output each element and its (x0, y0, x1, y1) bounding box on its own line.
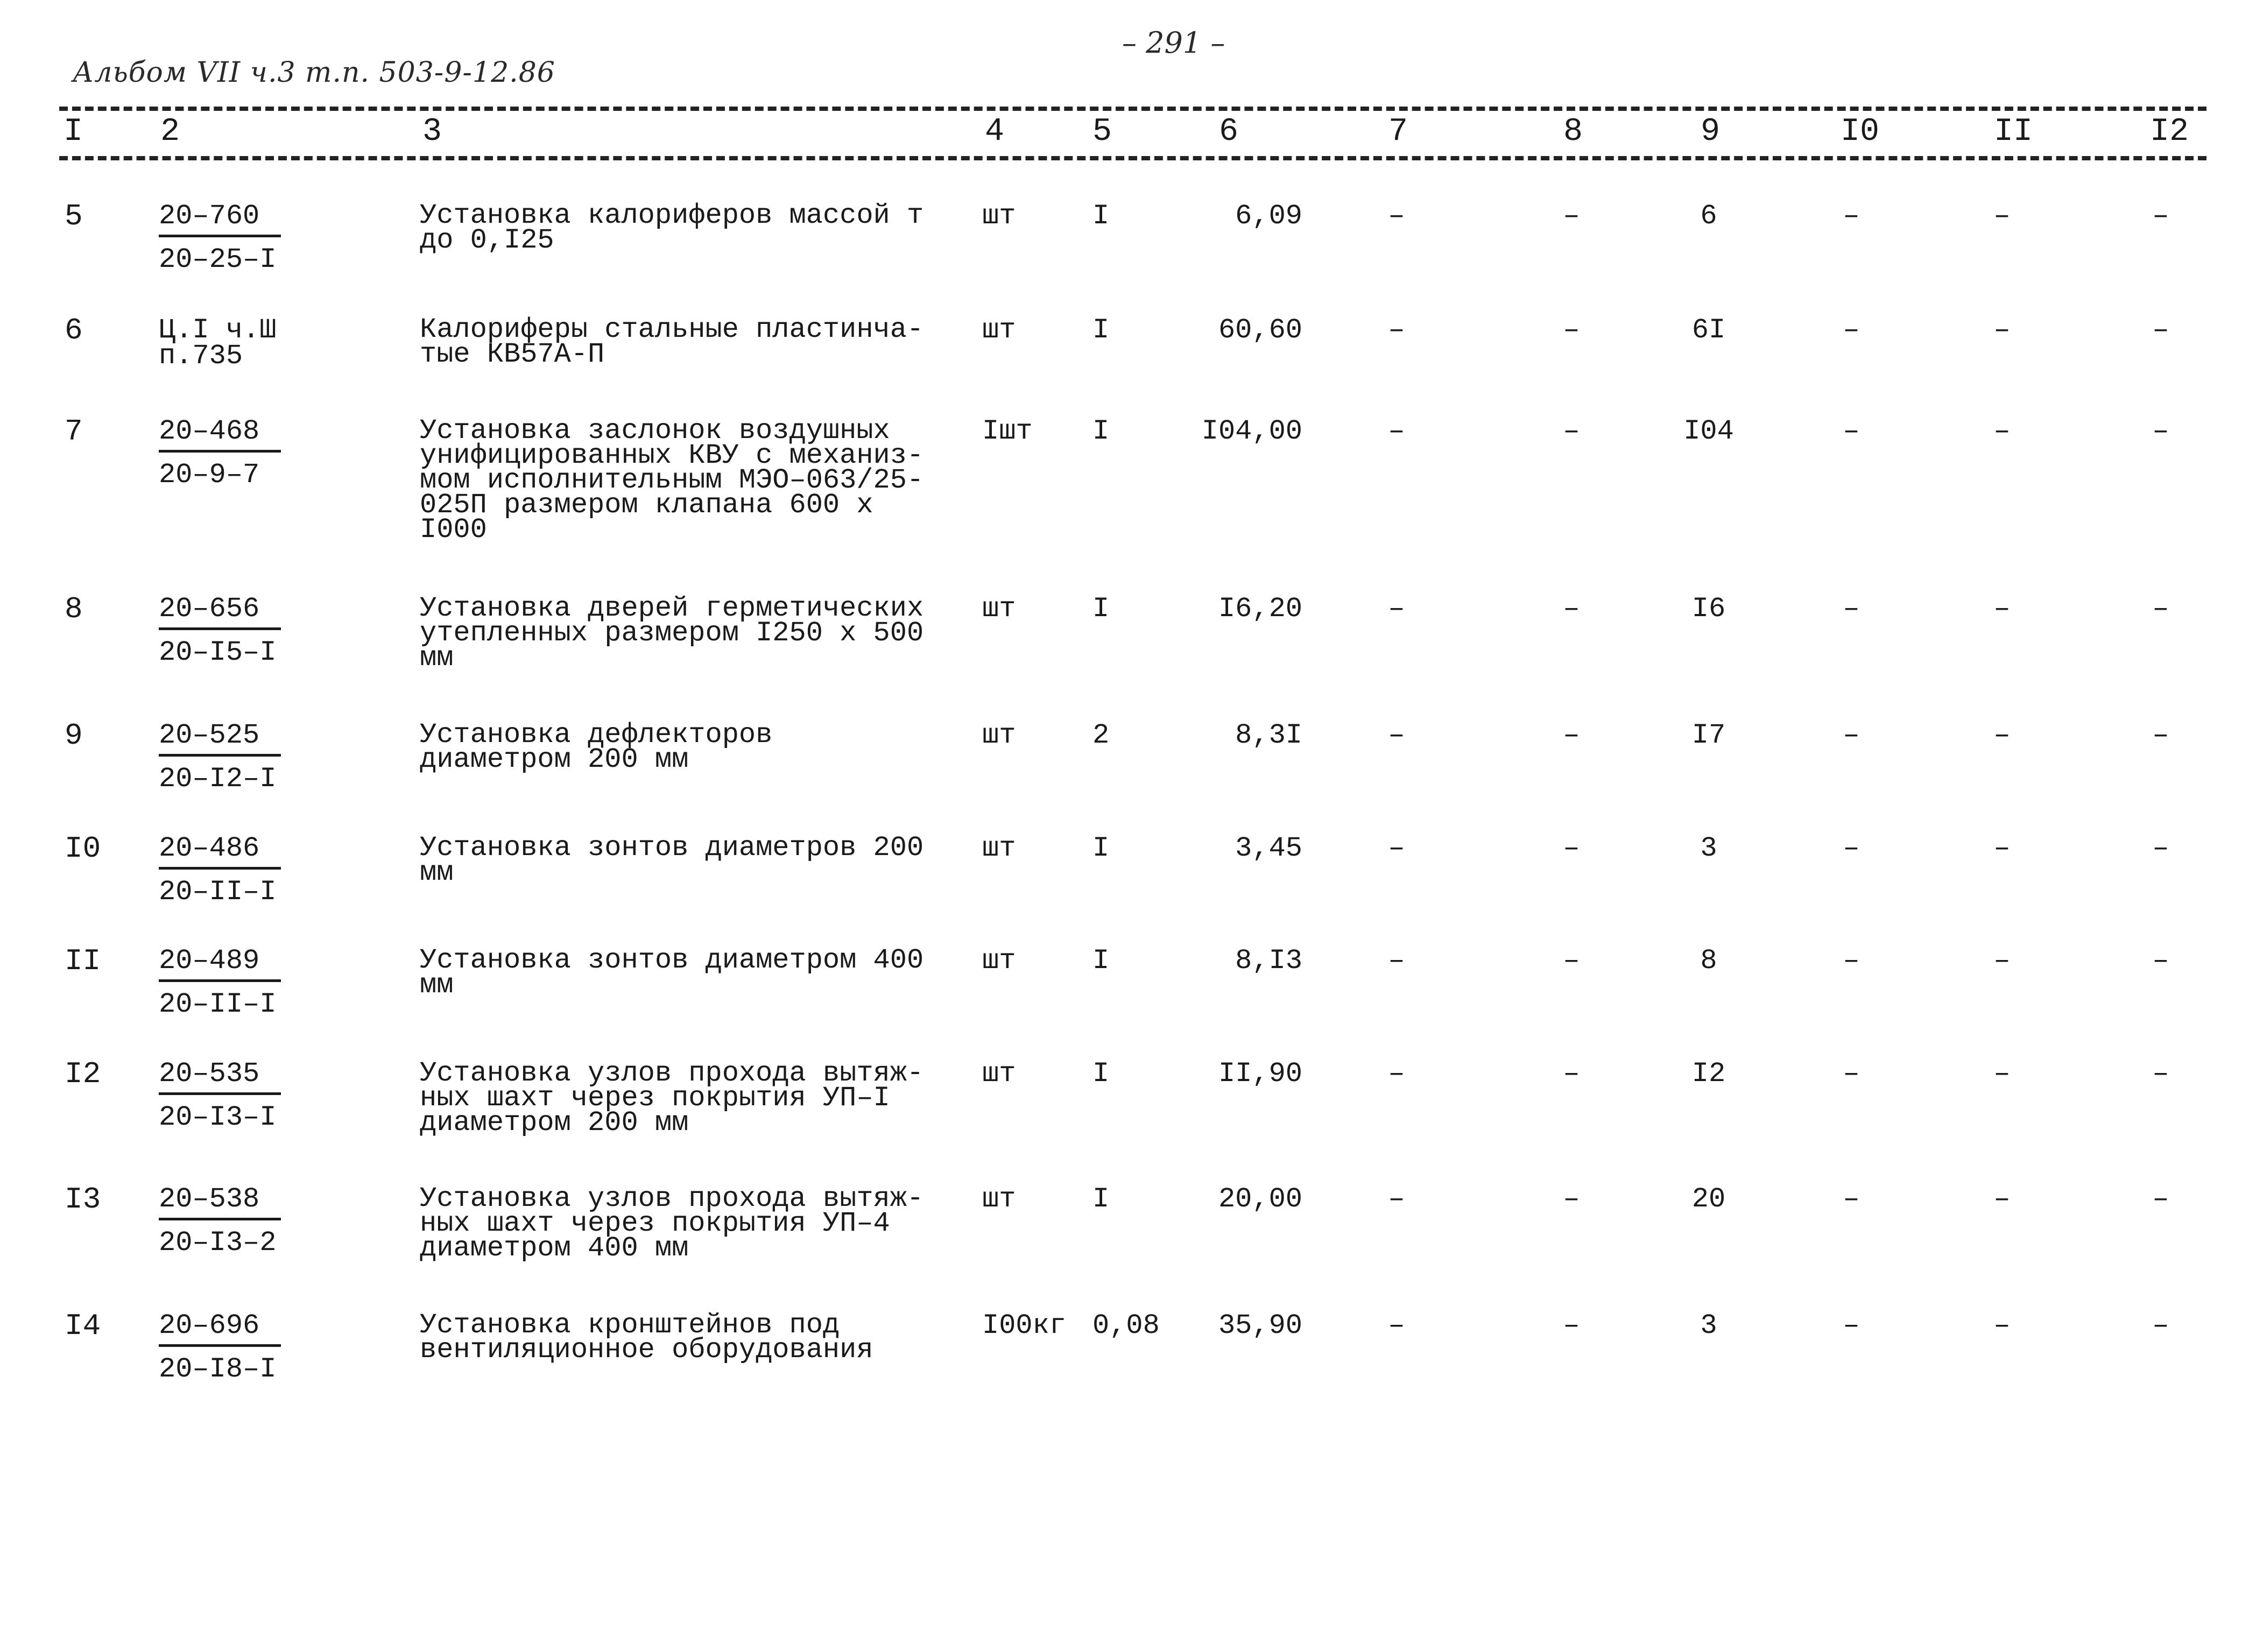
total-cost: 3 (1700, 832, 1717, 864)
col11-value: – (1993, 200, 2011, 232)
rate-code-bottom: 20–I3–2 (159, 1227, 277, 1259)
rate-code-bottom: п.735 (159, 340, 243, 372)
total-cost: 8 (1700, 945, 1717, 977)
col12-value: – (2152, 945, 2169, 977)
rate-code (159, 945, 281, 1020)
col10-value: – (1843, 314, 1860, 346)
rate-code-bottom: 20–II–I (159, 876, 277, 908)
rate-code (159, 1183, 281, 1259)
unit-cost: 8,3I (1235, 719, 1302, 751)
col11-value: – (1993, 1058, 2011, 1090)
rate-code-top: Ц.I ч.Ш (159, 314, 277, 346)
rate-code-bottom: 20–I3–I (159, 1102, 277, 1133)
quantity: I (1092, 593, 1110, 625)
rate-code-bottom: 20–I8–I (159, 1353, 277, 1385)
total-cost: 6I (1691, 314, 1726, 346)
col11-value: – (1993, 1183, 2011, 1215)
col10-value: – (1843, 415, 1860, 447)
rate-code-top: 20–489 (159, 948, 281, 982)
work-description: Установка дверей герметических утепленных размером I250 х 500 мм (420, 592, 924, 674)
unit: шт (982, 593, 1016, 625)
col8-value: – (1563, 593, 1580, 625)
col12-value: – (2152, 200, 2169, 232)
quantity: I (1092, 1183, 1110, 1215)
col7-value: – (1388, 832, 1405, 864)
col7-value: – (1388, 314, 1405, 346)
rate-code-bottom: 20–9–7 (159, 459, 260, 491)
quantity: I (1092, 200, 1110, 232)
col12-value: – (2152, 719, 2169, 751)
row-number: 7 (65, 414, 83, 449)
col11-value: – (1993, 945, 2011, 977)
col11-value: – (1993, 1310, 2011, 1342)
col10-value: – (1843, 593, 1860, 625)
col12-value: – (2152, 1183, 2169, 1215)
row-number: 9 (65, 718, 83, 753)
col-header-11: II (1994, 114, 2033, 150)
quantity: I (1092, 832, 1110, 864)
col12-value: – (2152, 593, 2169, 625)
quantity: I (1092, 1058, 1110, 1090)
work-description: Установка узлов прохода вытяж-ных шахт через покрытия УП–4 диаметром 400 мм (420, 1183, 924, 1264)
col10-value: – (1843, 719, 1860, 751)
total-cost: 20 (1691, 1183, 1726, 1215)
unit: I00кг (982, 1310, 1067, 1342)
quantity: 0,08 (1092, 1310, 1160, 1342)
unit-cost: I6,20 (1218, 593, 1302, 625)
row-number: I2 (65, 1057, 101, 1091)
rate-code-top: 20–696 (159, 1313, 281, 1347)
quantity: 2 (1092, 719, 1110, 751)
col12-value: – (2152, 415, 2169, 447)
col-header-5: 5 (1092, 114, 1112, 150)
row-number: II (65, 944, 101, 978)
col10-value: – (1843, 832, 1860, 864)
unit: шт (982, 945, 1016, 977)
row-number: 5 (65, 199, 83, 234)
row-number: I0 (65, 831, 101, 866)
col7-value: – (1388, 945, 1405, 977)
unit-cost: I04,00 (1201, 415, 1302, 447)
work-description: Установка дефлекторов диаметром 200 мм (420, 719, 773, 775)
work-description: Установка зонтов диаметров 200 мм (420, 832, 924, 888)
col11-value: – (1993, 314, 2011, 346)
col8-value: – (1563, 1310, 1580, 1342)
work-description: Установка калориферов массой т до 0,I25 (420, 200, 924, 256)
col-header-6: 6 (1219, 114, 1239, 150)
unit: шт (982, 832, 1016, 864)
col-header-3: 3 (422, 114, 442, 150)
rate-code-top: 20–535 (159, 1061, 281, 1095)
rate-code (159, 719, 281, 795)
rate-code-bottom: 20–I2–I (159, 763, 277, 795)
work-description: Установка зонтов диаметром 400 мм (420, 944, 924, 1001)
rate-code (159, 832, 281, 908)
col12-value: – (2152, 832, 2169, 864)
rate-code-bottom: 20–25–I (159, 244, 277, 276)
col12-value: – (2152, 1058, 2169, 1090)
rate-code (159, 200, 281, 276)
quantity: I (1092, 945, 1110, 977)
work-description: Установка узлов прохода вытяж-ных шахт через покрытия УП–I диаметром 200 мм (420, 1057, 924, 1139)
album-reference: Альбом VII ч.3 т.п. 503-9-12.86 (73, 57, 555, 89)
row-number: I4 (65, 1309, 101, 1343)
row-number: 6 (65, 313, 83, 348)
col-header-2: 2 (160, 114, 180, 150)
rate-code (159, 1310, 281, 1385)
rate-code (159, 593, 281, 668)
quantity: I (1092, 314, 1110, 346)
unit-cost: 3,45 (1235, 832, 1302, 864)
rate-code-top: 20–538 (159, 1187, 281, 1220)
rate-code (159, 415, 281, 491)
col12-value: – (2152, 314, 2169, 346)
total-cost: I2 (1691, 1058, 1726, 1090)
rate-code-bottom: 20–II–I (159, 989, 277, 1020)
col10-value: – (1843, 1058, 1860, 1090)
unit: шт (982, 719, 1016, 751)
col10-value: – (1843, 1310, 1860, 1342)
col8-value: – (1563, 415, 1580, 447)
unit: Iшт (982, 415, 1033, 447)
unit: шт (982, 200, 1016, 232)
work-description: Установка кронштейнов под вентиляционное оборудования (420, 1309, 873, 1366)
row-number: 8 (65, 592, 83, 626)
col10-value: – (1843, 200, 1860, 232)
col10-value: – (1843, 945, 1860, 977)
col8-value: – (1563, 1183, 1580, 1215)
col-header-12: I2 (2150, 114, 2189, 150)
col11-value: – (1993, 415, 2011, 447)
col10-value: – (1843, 1183, 1860, 1215)
row-number: I3 (65, 1182, 101, 1217)
unit: шт (982, 1058, 1016, 1090)
unit-cost: II,90 (1218, 1058, 1302, 1090)
col8-value: – (1563, 719, 1580, 751)
col-header-8: 8 (1563, 114, 1583, 150)
col-header-10: I0 (1841, 114, 1880, 150)
col11-value: – (1993, 832, 2011, 864)
col7-value: – (1388, 415, 1405, 447)
col7-value: – (1388, 1310, 1405, 1342)
col12-value: – (2152, 1310, 2169, 1342)
col7-value: – (1388, 1058, 1405, 1090)
total-cost: I7 (1691, 719, 1726, 751)
quantity: I (1092, 415, 1110, 447)
col-header-1: I (64, 114, 83, 150)
work-description: Установка заслонок воздушных унифицированных КВУ с механиз-мом исполнительным МЭО–063/25-025П размером клапана 600 х I000 (420, 415, 924, 546)
rate-code (159, 1058, 281, 1133)
col11-value: – (1993, 719, 2011, 751)
unit: шт (982, 1183, 1016, 1215)
total-cost: 6 (1700, 200, 1717, 232)
unit-cost: 20,00 (1218, 1183, 1302, 1215)
rate-code-top: 20–656 (159, 596, 281, 630)
total-cost: I04 (1683, 415, 1734, 447)
col8-value: – (1563, 200, 1580, 232)
col7-value: – (1388, 1183, 1405, 1215)
unit: шт (982, 314, 1016, 346)
page-number: – 291 – (1122, 26, 1225, 60)
unit-cost: 60,60 (1218, 314, 1302, 346)
col7-value: – (1388, 719, 1405, 751)
col7-value: – (1388, 593, 1405, 625)
total-cost: I6 (1691, 593, 1726, 625)
rate-code-bottom: 20–I5–I (159, 637, 277, 668)
rate-code-top: 20–486 (159, 836, 281, 870)
rate-code-top: 20–760 (159, 203, 281, 237)
rate-code-top: 20–525 (159, 723, 281, 757)
unit-cost: 8,I3 (1235, 945, 1302, 977)
col-header-7: 7 (1388, 114, 1408, 150)
col11-value: – (1993, 593, 2011, 625)
col7-value: – (1388, 200, 1405, 232)
unit-cost: 35,90 (1218, 1310, 1302, 1342)
total-cost: 3 (1700, 1310, 1717, 1342)
col8-value: – (1563, 832, 1580, 864)
col8-value: – (1563, 945, 1580, 977)
rate-code (159, 314, 298, 372)
rate-code-top: 20–468 (159, 419, 281, 453)
col8-value: – (1563, 314, 1580, 346)
col8-value: – (1563, 1058, 1580, 1090)
col-header-9: 9 (1701, 114, 1721, 150)
col-header-4: 4 (985, 114, 1005, 150)
work-description: Калориферы стальные пластинча-тые КВ57А-П (420, 314, 924, 370)
unit-cost: 6,09 (1235, 200, 1302, 232)
